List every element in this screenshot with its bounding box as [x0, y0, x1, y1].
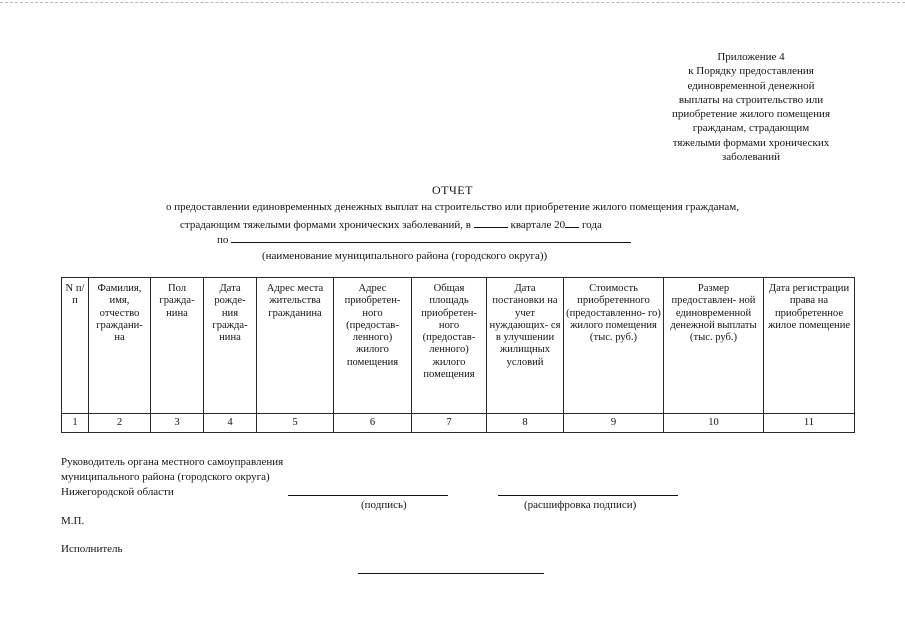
signature-block: [61, 455, 851, 555]
appendix-note: [640, 50, 862, 164]
header-cell: Адрес приобретен- ного (предостав- ленного) жилого помещения: [334, 278, 412, 414]
signature-blank: [288, 495, 448, 496]
column-number-cell: 9: [564, 414, 664, 433]
header-cell: Стоимость приобретенного (предоставленно- го) жилого помещения (тыс. руб.): [564, 278, 664, 414]
signatory-line: Нижегородской области: [61, 486, 174, 498]
report-subtitle: о предоставлении единовременных денежных выплат на строительство или приобретение жилого помещения гражданам,: [166, 201, 739, 213]
period-quarter: квартале 20: [510, 219, 566, 231]
for-label: по: [217, 234, 229, 246]
header-cell: Дата рожде- ния гражда- нина: [204, 278, 257, 414]
appendix-line: тяжелыми формами хронических: [672, 136, 830, 149]
header-cell: N п/п: [62, 278, 89, 414]
municipality-line: [217, 232, 631, 247]
header-cell: Дата постановки на учет нуждающих- ся в улучшении жилищных условий: [487, 278, 564, 414]
appendix-line: единовременной денежной: [687, 79, 815, 92]
top-dashed-border: [0, 2, 905, 3]
header-cell: Пол гражда- нина: [151, 278, 204, 414]
column-number-cell: 7: [412, 414, 487, 433]
appendix-line: выплаты на строительство или: [678, 93, 824, 106]
table-row: [62, 414, 855, 433]
signature-decode-blank: [498, 495, 678, 496]
appendix-line: гражданам, страдающим: [692, 122, 810, 135]
header-cell: Размер предоставлен- ной единовременной денежной выплаты (тыс. руб.): [664, 278, 764, 414]
report-title: ОТЧЕТ: [432, 183, 473, 197]
stamp-place-label: М.П.: [61, 515, 85, 527]
header-cell: Адрес места жительства гражданина: [257, 278, 334, 414]
appendix-line: к Порядку предоставления: [688, 65, 814, 78]
column-number-cell: 5: [257, 414, 334, 433]
appendix-line: Приложение 4: [717, 51, 785, 63]
municipality-blank: [231, 232, 631, 243]
period-suffix: года: [581, 219, 602, 231]
column-number-cell: 11: [764, 414, 855, 433]
period-prefix: страдающим тяжелыми формами хронических заболеваний, в: [180, 219, 471, 231]
executor-label: Исполнитель: [61, 543, 123, 555]
year-blank: [565, 217, 579, 228]
signature-caption: (подпись): [361, 499, 407, 511]
header-cell: Фамилия, имя, отчество граждани- на: [89, 278, 151, 414]
column-number-cell: 1: [62, 414, 89, 433]
signatory-line: муниципального района (городского округа): [61, 471, 270, 483]
report-period-line: [180, 217, 602, 232]
column-number-cell: 3: [151, 414, 204, 433]
column-number-cell: 8: [487, 414, 564, 433]
column-number-cell: 2: [89, 414, 151, 433]
column-number-cell: 6: [334, 414, 412, 433]
appendix-line: приобретение жилого помещения: [671, 108, 831, 121]
report-table: [61, 277, 855, 433]
column-number-cell: 4: [204, 414, 257, 433]
appendix-line: заболеваний: [721, 151, 781, 164]
column-number-cell: 10: [664, 414, 764, 433]
table-header-row: [62, 278, 855, 414]
header-cell: Дата регистрации права на приобретенное жилое помещение: [764, 278, 855, 414]
signatory-line: Руководитель органа местного самоуправления: [61, 456, 284, 468]
municipality-caption: (наименование муниципального района (городского округа)): [262, 250, 548, 262]
signature-decode-caption: (расшифровка подписи): [524, 499, 637, 511]
executor-blank: [358, 573, 544, 574]
header-cell: Общая площадь приобретен- ного (предостав- ленного) жилого помещения: [412, 278, 487, 414]
quarter-blank: [474, 217, 508, 228]
